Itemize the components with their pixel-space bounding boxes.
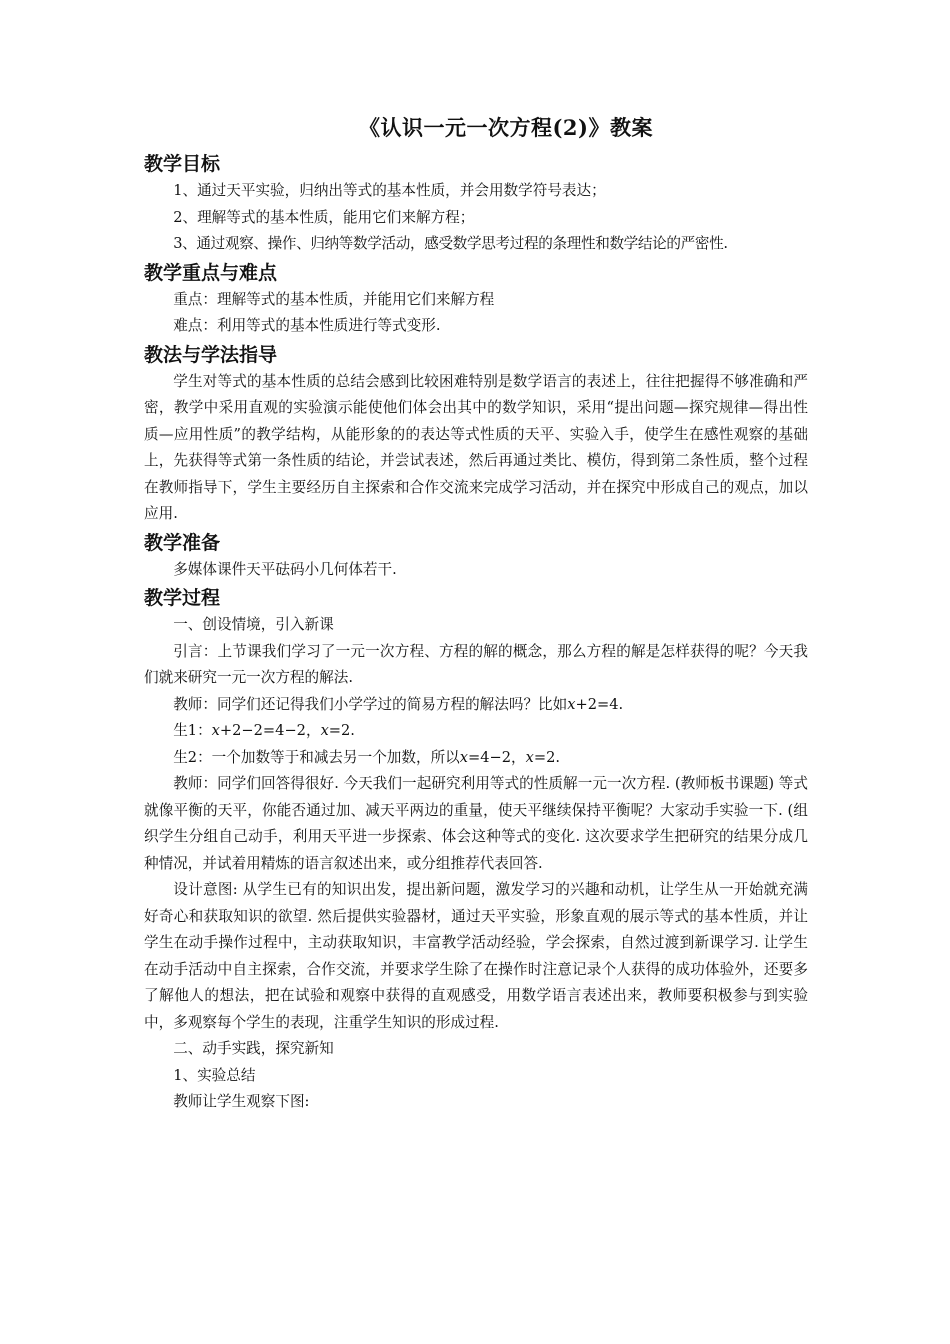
section-goals: [144, 150, 808, 258]
math-variable: x: [320, 722, 329, 739]
text-segment: 教师：同学们还记得我们小学学过的简易方程的解法吗？比如: [173, 695, 568, 713]
text-segment: 生1：: [173, 722, 212, 739]
section-heading: 教学准备: [144, 531, 221, 554]
section-heading: 教学重点与难点: [144, 261, 278, 284]
keypoint-item: 难点：利用等式的基本性质进行等式变形.: [173, 317, 441, 334]
process-step: 二、动手实践，探究新知: [173, 1040, 334, 1057]
text-segment: =2.: [328, 722, 355, 739]
goal-item: 2、理解等式的基本性质，能用它们来解方程；: [173, 208, 475, 226]
text-segment: +2=4.: [575, 695, 624, 713]
section-prep: [144, 529, 808, 584]
observe-instruction: 教师让学生观察下图:: [173, 1093, 310, 1110]
section-keypoints: [144, 259, 808, 340]
student-answer-2: [144, 745, 808, 772]
student-answer-1: [144, 718, 808, 745]
document-title: 《认识一元一次方程(2)》教案: [359, 115, 653, 140]
section-method: [144, 341, 808, 528]
section-process: [144, 584, 808, 1116]
teacher-paragraph: 教师：同学们回答得很好. 今天我们一起研究利用等式的性质解一元一次方程. (教师板书课题) 等式就像平衡的天平，你能否通过加、减天平两边的重量，使天平继续保持平衡呢？大家动手实验一下. (组织学生分组自己动手，利用天平进一步探索、体会这种等式的变化. 这次要求学生把研究的结果分成几种情况，并试着用精炼的语言叙述出来，或分组推荐代表回答.: [144, 775, 808, 872]
text-segment: =4−2，: [468, 748, 526, 766]
goal-item: 1、通过天平实验，归纳出等式的基本性质，并会用数学符号表达；: [173, 182, 606, 199]
math-variable: x: [525, 748, 534, 766]
goal-item: 3、通过观察、操作、归纳等数学活动，感受数学思考过程的条理性和数学结论的严密性.: [173, 235, 728, 252]
section-heading: 教学过程: [144, 587, 221, 609]
math-variable: x: [211, 722, 220, 739]
section-heading: 教法与学法指导: [144, 343, 278, 366]
process-substep: 1、实验总结: [173, 1066, 256, 1084]
text-segment: +2−2=4−2，: [219, 722, 321, 739]
method-paragraph: 学生对等式的基本性质的总结会感到比较困难特别是数学语言的表述上，往往把握得不够准确和严密，教学中采用直观的实验演示能使他们体会出其中的数学知识，采用“提出问题—探究规律—得出性质—应用性质”的教学结构，从能形象的的表达等式性质的天平、实验入手，使学生在感性观察的基础上，先获得等式第一条性质的结论，并尝试表述，然后再通过类比、模仿，得到第二条性质，整个过程在教师指导下，学生主要经历自主探索和合作交流来完成学习活动，并在探究中形成自己的观点，加以应用.: [144, 372, 808, 522]
text-segment: 生2：一个加数等于和减去另一个加数，所以: [173, 748, 460, 766]
teacher-question: [144, 692, 808, 719]
keypoint-item: 重点：理解等式的基本性质，并能用它们来解方程: [173, 290, 495, 308]
math-variable: x: [567, 695, 576, 713]
document-page: [144, 110, 808, 1116]
process-step: 一、创设情境，引入新课: [173, 616, 334, 633]
section-heading: 教学目标: [144, 153, 221, 175]
text-segment: =2.: [533, 748, 561, 766]
intro-paragraph: 引言：上节课我们学习了一元一次方程、方程的解的概念，那么方程的解是怎样获得的呢？今天我们就来研究一元一次方程的解法.: [144, 642, 808, 686]
prep-text: 多媒体课件天平砝码小几何体若干.: [173, 560, 397, 578]
math-variable: x: [459, 748, 468, 766]
design-intent-paragraph: 设计意图: 从学生已有的知识出发，提出新问题，激发学习的兴趣和动机，让学生从一开始就充满好奇心和获取知识的欲望. 然后提供实验器材，通过天平实验，形象直观的展示等式的基本性质，并让学生在动手操作过程中，主动获取知识，丰富教学活动经验，学会探索，自然过渡到新课学习. 让学生在动手活动中自主探索，合作交流，并要求学生除了在操作时注意记录个人获得的成功体验外，还要多了解他人的想法，把在试验和观察中获得的直观感受，用数学语言表述出来，教师要积极参与到实验中，多观察每个学生的表现，注重学生知识的形成过程.: [144, 881, 808, 1031]
